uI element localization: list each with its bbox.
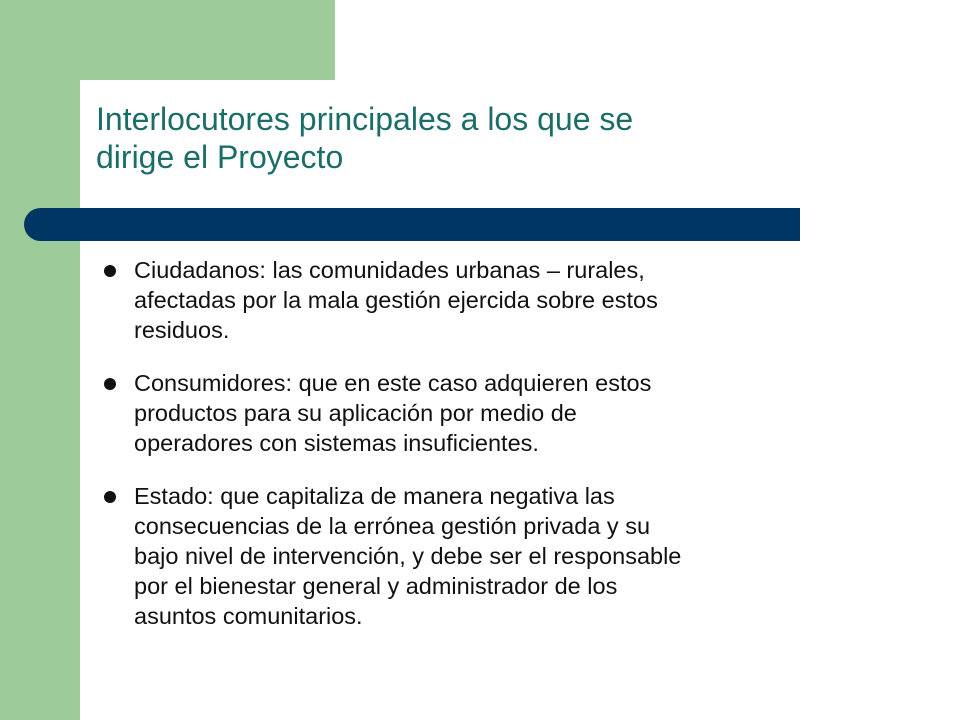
bullet-text-line: Ciudadanos: las comunidades urbanas – rurales, <box>134 257 645 283</box>
title-underline-bar <box>24 208 800 241</box>
bullet-text-line: Consumidores: que en este caso adquieren estos <box>134 370 652 396</box>
bullet-text-line: afectadas por la mala gestión ejercida sobre estos <box>134 287 658 313</box>
bullet-dot-icon <box>104 491 116 503</box>
bullet-item-ciudadanos <box>104 255 864 345</box>
bullet-dot-icon <box>104 265 116 277</box>
bullet-text-line: operadores con sistemas insuficientes. <box>134 430 539 456</box>
bullet-text-line: bajo nivel de intervención, y debe ser el responsable <box>134 543 682 569</box>
bullet-item-estado <box>104 481 864 631</box>
green-top-block <box>0 0 335 80</box>
bullet-item-consumidores <box>104 368 864 458</box>
green-side-strip <box>0 0 80 720</box>
bullet-text-line: consecuencias de la errónea gestión privada y su <box>134 513 651 539</box>
bullet-dot-icon <box>104 378 116 390</box>
bullet-text-line: asuntos comunitarios. <box>134 603 363 629</box>
bullet-list <box>104 255 864 654</box>
bullet-text-line: residuos. <box>134 317 230 343</box>
bullet-text-line: Estado: que capitaliza de manera negativa las <box>134 483 615 509</box>
bullet-text-line: productos para su aplicación por medio de <box>134 400 577 426</box>
slide-title-line: dirige el Proyecto <box>96 139 344 175</box>
slide-title-line: Interlocutores principales a los que se <box>96 101 634 137</box>
slide-title <box>96 100 856 176</box>
bullet-text-line: por el bienestar general y administrador de los <box>134 573 618 599</box>
